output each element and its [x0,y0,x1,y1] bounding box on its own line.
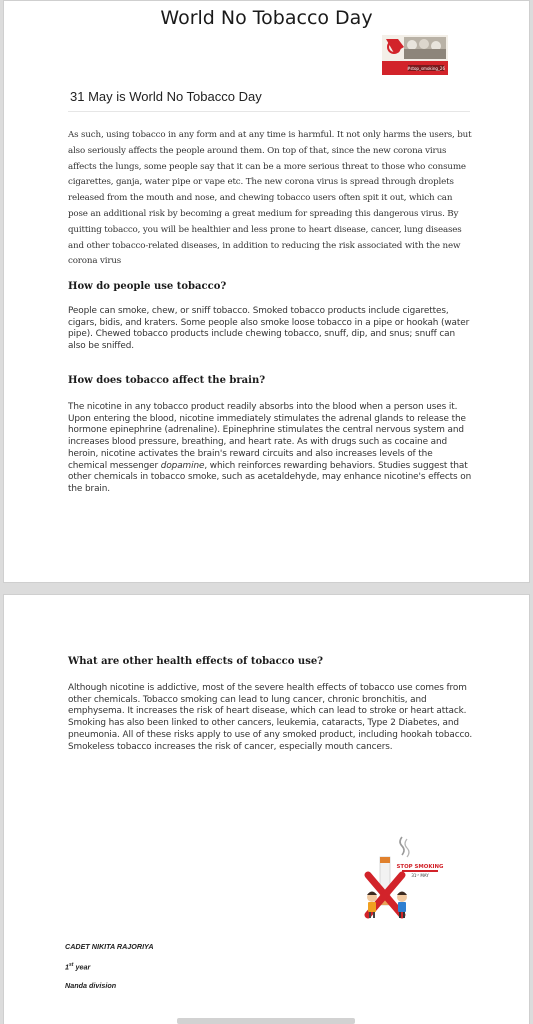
poster-headline: STOP SMOKING [396,864,444,870]
dopamine-emphasis: dopamine [160,460,205,471]
document-page-2 [3,594,530,1024]
signature-division: Nanda division [65,981,117,990]
section-body-brain: The nicotine in any tobacco product readily absorbs into the blood when a person uses it. Upon entering the blood, nicotine immediately stimulates the adrenal glands to release the hormone epinephrine (adrenaline). Epinephrine stimulates the central nervous system and increases blood pressure, breathing, and heart rate. As with drugs such as cocaine and heroin, nicotine activates the brain's reward circuits and also increases levels of the chemical messenger dopamine, which reinforces rewarding behaviors. Studies suggest that other chemicals in tobacco smoke, such as acetaldehyde, may enhance nicotine's effects on the brain. [68,402,472,494]
horizontal-scrollbar[interactable] [177,1018,355,1024]
signature-year: 1st year [65,962,91,972]
section-body-use: People can smoke, chew, or sniff tobacco. Smoked tobacco products include cigarettes, cigars, bidis, and kraters. Some people also smoke loose tobacco in a pipe or hookah (water pipe). Chewed tobacco products include chewing tobacco, snuff, dip, and snus; snuff can also be sniffed. [68,306,470,352]
section-heading-use: How do people use tobacco? [68,281,227,292]
page-title: World No Tobacco Day [160,7,373,29]
poster-date: 31ˢᵗ MAY [411,873,429,878]
section-heading-health: What are other health effects of tobacco use? [68,656,324,667]
section-body-health: Although nicotine is addictive, most of the severe health effects of tobacco use comes from other chemicals. Tobacco smoking can lead to lung cancer, chronic bronchitis, and emphysema. It increases the risk of heart disease, which can lead to stroke or heart attack. Smoking has also been linked to other cancers, leukemia, cataracts, Type 2 Diabetes, and pneumonia. All of these risks apply to use of any smoked product, including hookah tobacco. Smokeless tobacco increases the risk of cancer, especially mouth cancers. [68,683,473,752]
document-page-1 [3,0,530,583]
no-tobacco-header-image [382,35,448,75]
divider [68,111,470,112]
intro-paragraph: As such, using tobacco in any form and at any time is harmful. It not only harms the users, but also seriously affects the people around them. On top of that, since the new corona virus affects the lungs, some people say that it can be a more serious threat to those who consume cigarettes, ganja, water pipe or vape etc. The new corona virus is spread through droplets released from the mouth and nose, and chewing tobacco users often spit it out, which can pose an additional risk by becoming a great medium for spreading this dangerous virus. By quitting tobacco, you will be healthier and less prone to heart disease, cancer, lung diseases and other tobacco-related diseases, in addition to reducing the risk associated with the new corona virus [68,130,472,267]
section-heading-brain: How does tobacco affect the brain? [68,375,266,386]
header-image-caption: #stop_smoking_26 [406,66,446,71]
signature-name: CADET NIKITA RAJORIYA [65,942,154,951]
subtitle: 31 May is World No Tobacco Day [70,89,262,104]
stop-smoking-poster [358,835,444,923]
